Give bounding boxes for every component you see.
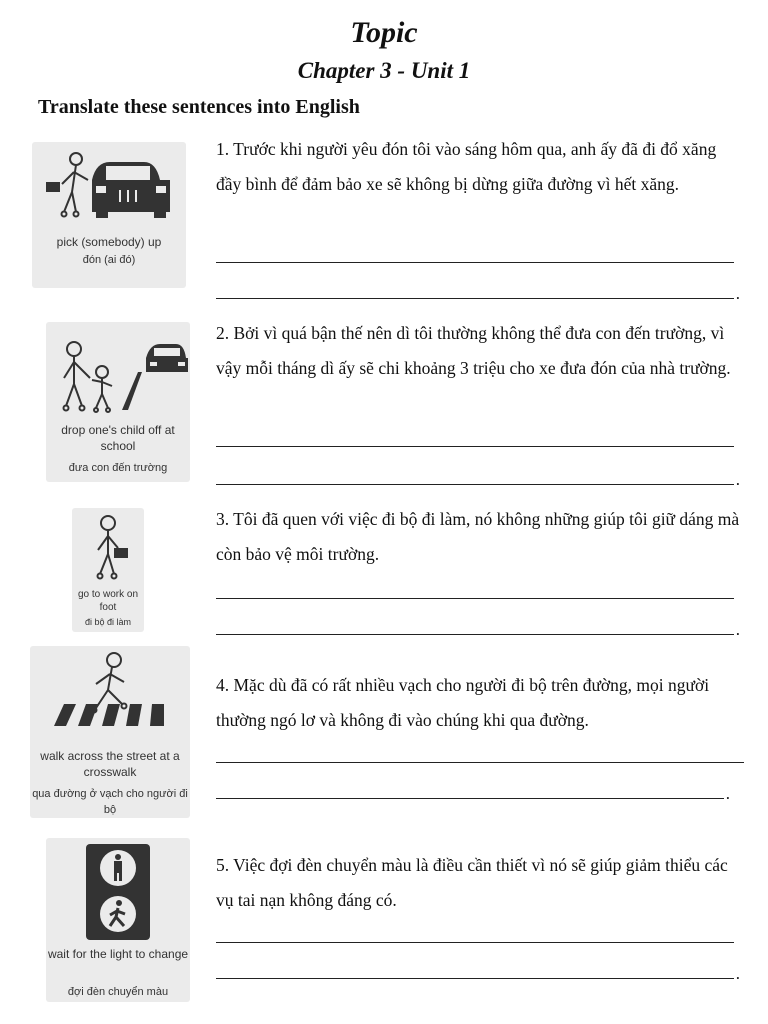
sentence-5: 5. Việc đợi đèn chuyển màu là điều cần thiết vì nó sẽ giúp giảm thiểu các vụ tai nạn không đáng có.: [216, 855, 728, 910]
caption-vietnamese-5: đợi đèn chuyển màu: [67, 986, 169, 998]
answer-line-4b[interactable]: [216, 798, 724, 799]
answer-line-1a[interactable]: [216, 262, 734, 263]
sentence-2: 2. Bởi vì quá bận thế nên dì tôi thường không thể đưa con đến trường, vì vậy mỗi tháng dì ấy sẽ chi khoảng 3 triệu cho xe đưa đón của nhà trường.: [216, 323, 731, 378]
caption-vietnamese-4: qua đường ở vạch cho người đi bộ: [32, 788, 188, 816]
page-title: Topic: [350, 16, 418, 49]
instruction-heading: Translate these sentences into English: [38, 96, 360, 118]
illustration-card-3: [72, 508, 144, 632]
answer-line-3b[interactable]: [216, 634, 734, 635]
answer-line-3a[interactable]: [216, 598, 734, 599]
caption-vietnamese-3: đi bộ đi làm: [84, 617, 132, 627]
answer-line-4a[interactable]: [216, 762, 744, 763]
illustration-card-4: [30, 646, 190, 818]
pedestrian-traffic-light-icon: [46, 838, 190, 1002]
caption-vietnamese-2: đưa con đến trường: [68, 462, 168, 474]
sentence-1: 1. Trước khi người yêu đón tôi vào sáng hôm qua, anh ấy đã đi đổ xăng đầy bình để đảm bảo xe sẽ không bị dừng giữa đường vì hết xăng.: [216, 139, 717, 194]
caption-english-2: drop one's child off at school: [61, 423, 175, 453]
answer-line-2a[interactable]: [216, 446, 734, 447]
illustration-card-2: [46, 322, 190, 482]
page-subtitle: Chapter 3 - Unit 1: [297, 58, 471, 83]
parent-child-and-car-icon: [46, 322, 190, 482]
answer-line-2b[interactable]: [216, 484, 734, 485]
answer-line-5a[interactable]: [216, 942, 734, 943]
caption-english-5: wait for the light to change: [47, 947, 189, 961]
sentence-4: 4. Mặc dù đã có rất nhiều vạch cho người đi bộ trên đường, mọi người thường ngó lơ và không đi vào chúng khi qua đường.: [216, 675, 710, 730]
illustration-card-1: [32, 142, 186, 288]
caption-english-1: pick (somebody) up: [56, 235, 162, 249]
illustration-card-5: [46, 838, 190, 1002]
caption-english-4: walk across the street at a crosswalk: [40, 749, 180, 779]
caption-vietnamese-1: đón (ai đó): [82, 254, 136, 266]
sentence-3: 3. Tôi đã quen với việc đi bộ đi làm, nó không những giúp tôi giữ dáng mà còn bảo vệ môi trường.: [216, 509, 740, 564]
caption-english-3: go to work on foot: [77, 589, 139, 613]
answer-line-1b[interactable]: [216, 298, 734, 299]
answer-line-5b[interactable]: [216, 978, 734, 979]
